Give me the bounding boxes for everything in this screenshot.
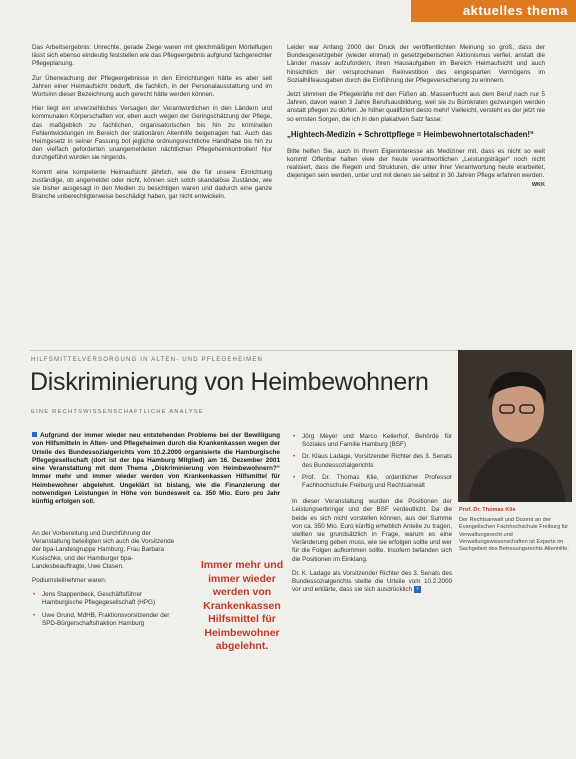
paragraph: Zur Überwachung der Pflegeergebnisse in den Einrichtungen hätte es aber seit Jahren einer Heimaufsicht bedurft, die fachlich, in der Personalausstattung und im Wortsinn dieser Bezeichnung auch gerecht hätte werden können.: [32, 74, 272, 99]
article-left-column: [32, 530, 182, 632]
author-mark: WKK: [531, 181, 545, 188]
article-intro: Aufgrund der immer wieder neu entstehenden Probleme bei der Bewilligung von Hilfsmitteln in Alten- und Pflegeheimen durch die Krankenkassen wegen der Urteile des Bundessozialgerichts vom 10.2.2000 organisierte die Hamburgische Pflegegesellschaft (dort ist der bpa Hamburg Mitglied) am 16. Dezember 2001 eine Veranstaltung mit dem Thema „Diskriminierung von Heimbewohnern?“ Immer mehr und immer wieder werden von Krankenkassen Hilfsmittel für Heimbewohner abgelehnt. Ungeklärt ist bislang, wie die Finanzierung der notwendigen Leistungen in Höhe von bundesweit ca. 350 Mio. Euro pro Jahr künftig erfolgen soll.: [32, 432, 280, 506]
portrait-photo: [458, 350, 572, 502]
paragraph: Bitte helfen Sie, auch in Ihrem Eigeninteresse als Mediziner mit, dass es nicht so weit kommt! Offenbar halten viele der heute verantwortlichen „Leistungsträger“ noch nicht realisiert, dass die Regeln und Strukturen, die unter ihrer Verantwortung heute erarbeitet, diejenigen sein werden, unter und mit denen sie selbst in 30 Jahren Pflege erfahren werden. WKK: [287, 147, 545, 188]
pull-quote: Immer mehr und immer wieder werden von Krankenkassen Hilfsmittel für Heimbewohner abgelehnt.: [200, 559, 284, 652]
speakers-label: Podiumsteilnehmer waren:: [32, 577, 107, 585]
list-item: • Jens Stappenbeck, Geschäftsführer Hamburgische Pflegegesellschaft (HPG): [32, 591, 182, 607]
speakers-list: [292, 433, 452, 490]
paragraph: Hier liegt ein unverzeihliches Versagen der Verantwortlichen in den Ländern und kommunalen Körperschaften vor, eben auch wegen der Geringschätzung der Pflege, das maßgeblich zu fachlichen, organisatorischen bis hin zu kriminellen Fehlentwicklungen im Bereich der stationären Altenhilfe beigetragen hat. Auch das Heimgesetz in seiner Fassung bot jegliche ordnungsrechtliche Handhabe bis hin zu den vielfach geforderten unangemeldeten nächtlichen Pflegeheimkontrollen! Nur durchgeführt wurden sie nirgends.: [32, 105, 272, 162]
top-right-column: [287, 44, 545, 189]
paragraph: Jetzt stimmen die Pflegekräfte mit den Füßen ab. Massenflucht aus dem Beruf nach nur 5 Jahren, davon waren 3 Jahre Berufsausbildung, weil sie zu Bürokraten gezwungen werden anstatt pflegen zu dürfen. Je höher qualifiziert desto mehr! Vielleicht, versteht es der jetzt nie so ernsten Sorgen, die ich in den plakativen Satz fasse:: [287, 91, 545, 123]
square-bullet-icon: [32, 432, 37, 437]
portrait-illustration: [458, 350, 572, 502]
list-item: • Jörg Meyer und Marco Kellerhof, Behörde für Soziales und Familie Hamburg (BSF): [292, 433, 452, 449]
paragraph: Kommt eine kompetente Heimaufsicht jährlich, wie die für unsere Einrichtung zuständige, ob angemeldet oder nicht, können sich solch skandalöse Zustände, wie sie bisher ausgesagt in den Medien zu besichtigen waren und dadurch eine ganze Branche unberechtigterweise beschädigt haben, gar nicht entwickeln.: [32, 168, 272, 201]
article-right-column: [292, 433, 452, 601]
paragraph: In dieser Veranstaltung wurden die Positionen der Leistungserbringer und der BSF verdeutlicht. Da die beide es sich nicht vorstellen können, aus der Summe von ca. 350 Mio. Euro künftig erheblich Anteile zu tragen, stellten sie grundsätzlich in Frage, warum es eine Veränderung geben muss, wie sie erfolgen sollte und wer für die Folgen aufkommen sollte. Insofern befanden sich die Positionen im Einklang.: [292, 498, 452, 563]
list-item: • Prof. Dr. Thomas Klie, ordentlicher Professor Fachhochschule Freiburg und Rechtsanwalt: [292, 474, 452, 490]
top-left-column: [32, 44, 272, 207]
speakers-list: [32, 591, 182, 628]
list-item: • Uwe Grund, MdHB, Fraktionsvorsitzender der SPD-Bürgerschaftsfraktion Hamburg: [32, 612, 182, 628]
continue-arrow-icon[interactable]: ›: [414, 586, 421, 593]
article-kicker: HILFSMITTELVERSORGUNG IN ALTEN- UND PFLEGEHEIMEN: [31, 357, 264, 363]
paragraph: An der Vorbereitung und Durchführung der Veranstaltung beteiligten sich auch die Vorsitzende der bpa-Landesgruppe Hamburg, Frau Barbara Kusischke, und der Hamburger bpa-Landesbeauftragte, Uwe Clasen.: [32, 530, 175, 570]
paragraph: Leider war Anfang 2000 der Druck der veröffentlichten Meinung so groß, dass der Bundesgesetzgeber (wieder einmal) in gesetzgeberischen Aktionismus verfiel, anstatt die Länder massiv aufzufordern, ihren Hausaufgaben im Bereich Heimaufsicht und auch hinsichtlich der versprochenen Reinvestition des eingesparten Vermögens im Sozialhilfeausgaben durch die Einführung der Pflegeversicherung zu erinnern.: [287, 44, 545, 84]
article-subtitle: EINE RECHTSWISSENSCHAFTLICHE ANALYSE: [31, 409, 204, 415]
section-tag-label: aktuelles thema: [462, 3, 568, 18]
paragraph: Das Arbeitsergebnis: Unrechte, gerade Ziege waren mit gleichmäßigen Mörtelfugen lässt sich ebenso eindeutig feststellen wie das Pflegeergebnis aufgrund fachgerechter Pflegeplanung.: [32, 44, 272, 68]
quote: „Hightech-Medizin + Schrottpflege = Heimbewohnertotalschaden!“: [287, 129, 534, 139]
photo-caption: [459, 507, 571, 553]
list-item: • Dr. Klaus Ladage, Vorsitzender Richter des 3. Senats des Bundessozialgerichts: [292, 453, 452, 469]
paragraph: Dr. K. Ladage als Vorsitzender Richter des 3. Senats des Bundessozialgerichts stellte die Urteile vom 10.2.2000 vor und erklärte, dass sie sich ausdrücklich ›: [292, 569, 452, 594]
caption-text: Der Rechtsanwalt und Dozent an der Evangelischen Fachhochschule Freiburg für Verwaltungsrecht und Verwaltungswissenschaften ist Experte im Sachgebiet des Betreuungsrechts Altenhilfe.: [459, 517, 569, 553]
article-title: Diskriminierung von Heimbewohnern: [30, 368, 429, 396]
caption-name: Prof. Dr. Thomas Klie: [459, 507, 516, 513]
section-tag: [411, 0, 576, 22]
